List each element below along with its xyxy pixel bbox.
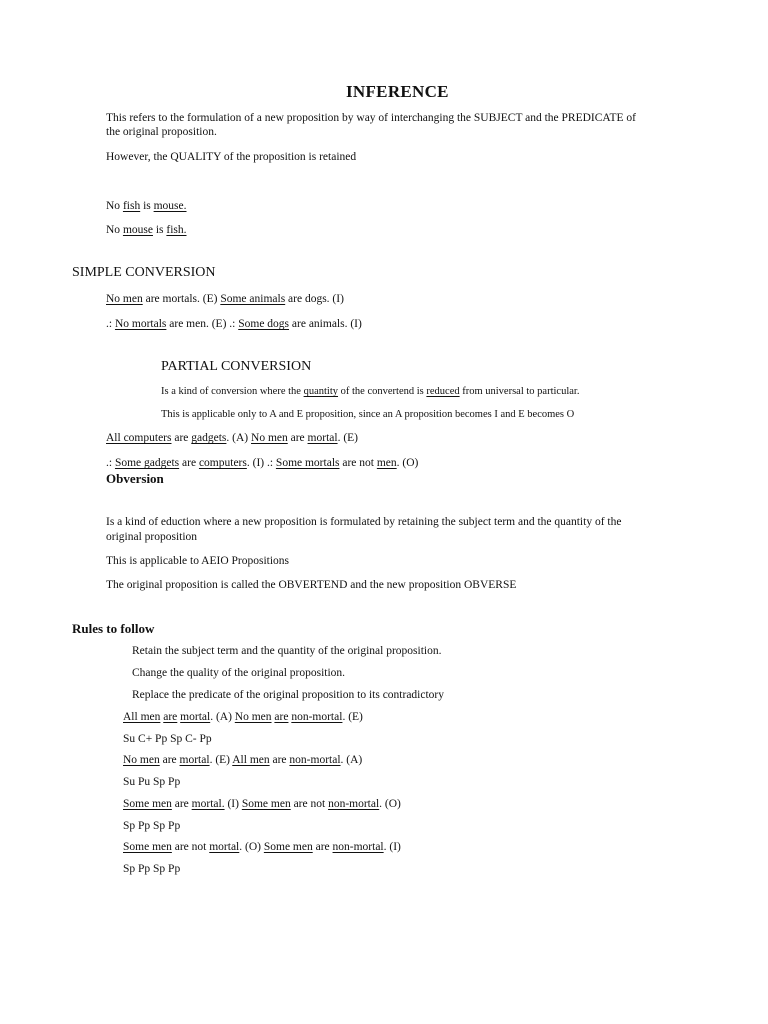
obversion-example-2: No men are mortal. (E) All men are non-mortal. (A) <box>123 754 363 766</box>
obversion-desc-3: This is applicable to AEIO Propositions <box>106 555 290 567</box>
obversion-example-3: Some men are mortal. (I) Some men are not non-mortal. (O) <box>123 798 401 810</box>
obversion-example-4: Some men are not mortal. (O) Some men are non-mortal. (I) <box>123 841 401 853</box>
obversion-heading: Obversion <box>106 471 164 486</box>
partial-conversion-row-1: All computers are gadgets. (A) No men are mortal. (E) <box>106 432 359 444</box>
intro-line-2: the original proposition. <box>106 126 217 138</box>
rule-item-1: Retain the subject term and the quantity of the original proposition. <box>132 645 442 657</box>
rules-heading: Rules to follow <box>72 621 155 636</box>
obversion-example-1: All men are mortal. (A) No men are non-mortal. (E) <box>123 711 363 723</box>
obversion-formula-1: Su C+ Pp Sp C- Pp <box>123 733 212 745</box>
partial-conversion-heading: PARTIAL CONVERSION <box>161 359 312 374</box>
obversion-formula-2: Su Pu Sp Pp <box>123 776 181 788</box>
page-title: INFERENCE <box>346 82 449 101</box>
simple-conversion-row-2: .: No mortals are men. (E) .: Some dogs are animals. (I) <box>106 318 362 330</box>
intro-line-3: However, the QUALITY of the proposition is retained <box>106 151 357 163</box>
rule-item-3: Replace the predicate of the original proposition to its contradictory <box>132 689 444 701</box>
obversion-formula-3: Sp Pp Sp Pp <box>123 820 181 832</box>
obversion-desc-2: original proposition <box>106 531 198 543</box>
partial-conversion-row-2: .: Some gadgets are computers. (I) .: Some mortals are not men. (O) <box>106 457 419 469</box>
partial-conversion-desc-2: This is applicable only to A and E proposition, since an A proposition becomes I and E becomes O <box>161 409 575 420</box>
example-line-2: No mouse is fish. <box>106 224 187 236</box>
obversion-formula-4: Sp Pp Sp Pp <box>123 863 181 875</box>
obversion-desc-4: The original proposition is called the OBVERTEND and the new proposition OBVERSE <box>106 579 517 591</box>
obversion-desc-1: Is a kind of eduction where a new proposition is formulated by retaining the subject term and the quantity of the <box>106 516 622 528</box>
example-line-1: No fish is mouse. <box>106 200 187 212</box>
intro-line-1: This refers to the formulation of a new proposition by way of interchanging the SUBJECT and the PREDICATE of <box>106 112 636 124</box>
simple-conversion-heading: SIMPLE CONVERSION <box>72 265 216 280</box>
rule-item-2: Change the quality of the original proposition. <box>132 667 346 679</box>
partial-conversion-desc-1: Is a kind of conversion where the quantity of the convertend is reduced from universal to particular. <box>161 386 580 397</box>
simple-conversion-row-1: No men are mortals. (E) Some animals are dogs. (I) <box>106 293 344 305</box>
